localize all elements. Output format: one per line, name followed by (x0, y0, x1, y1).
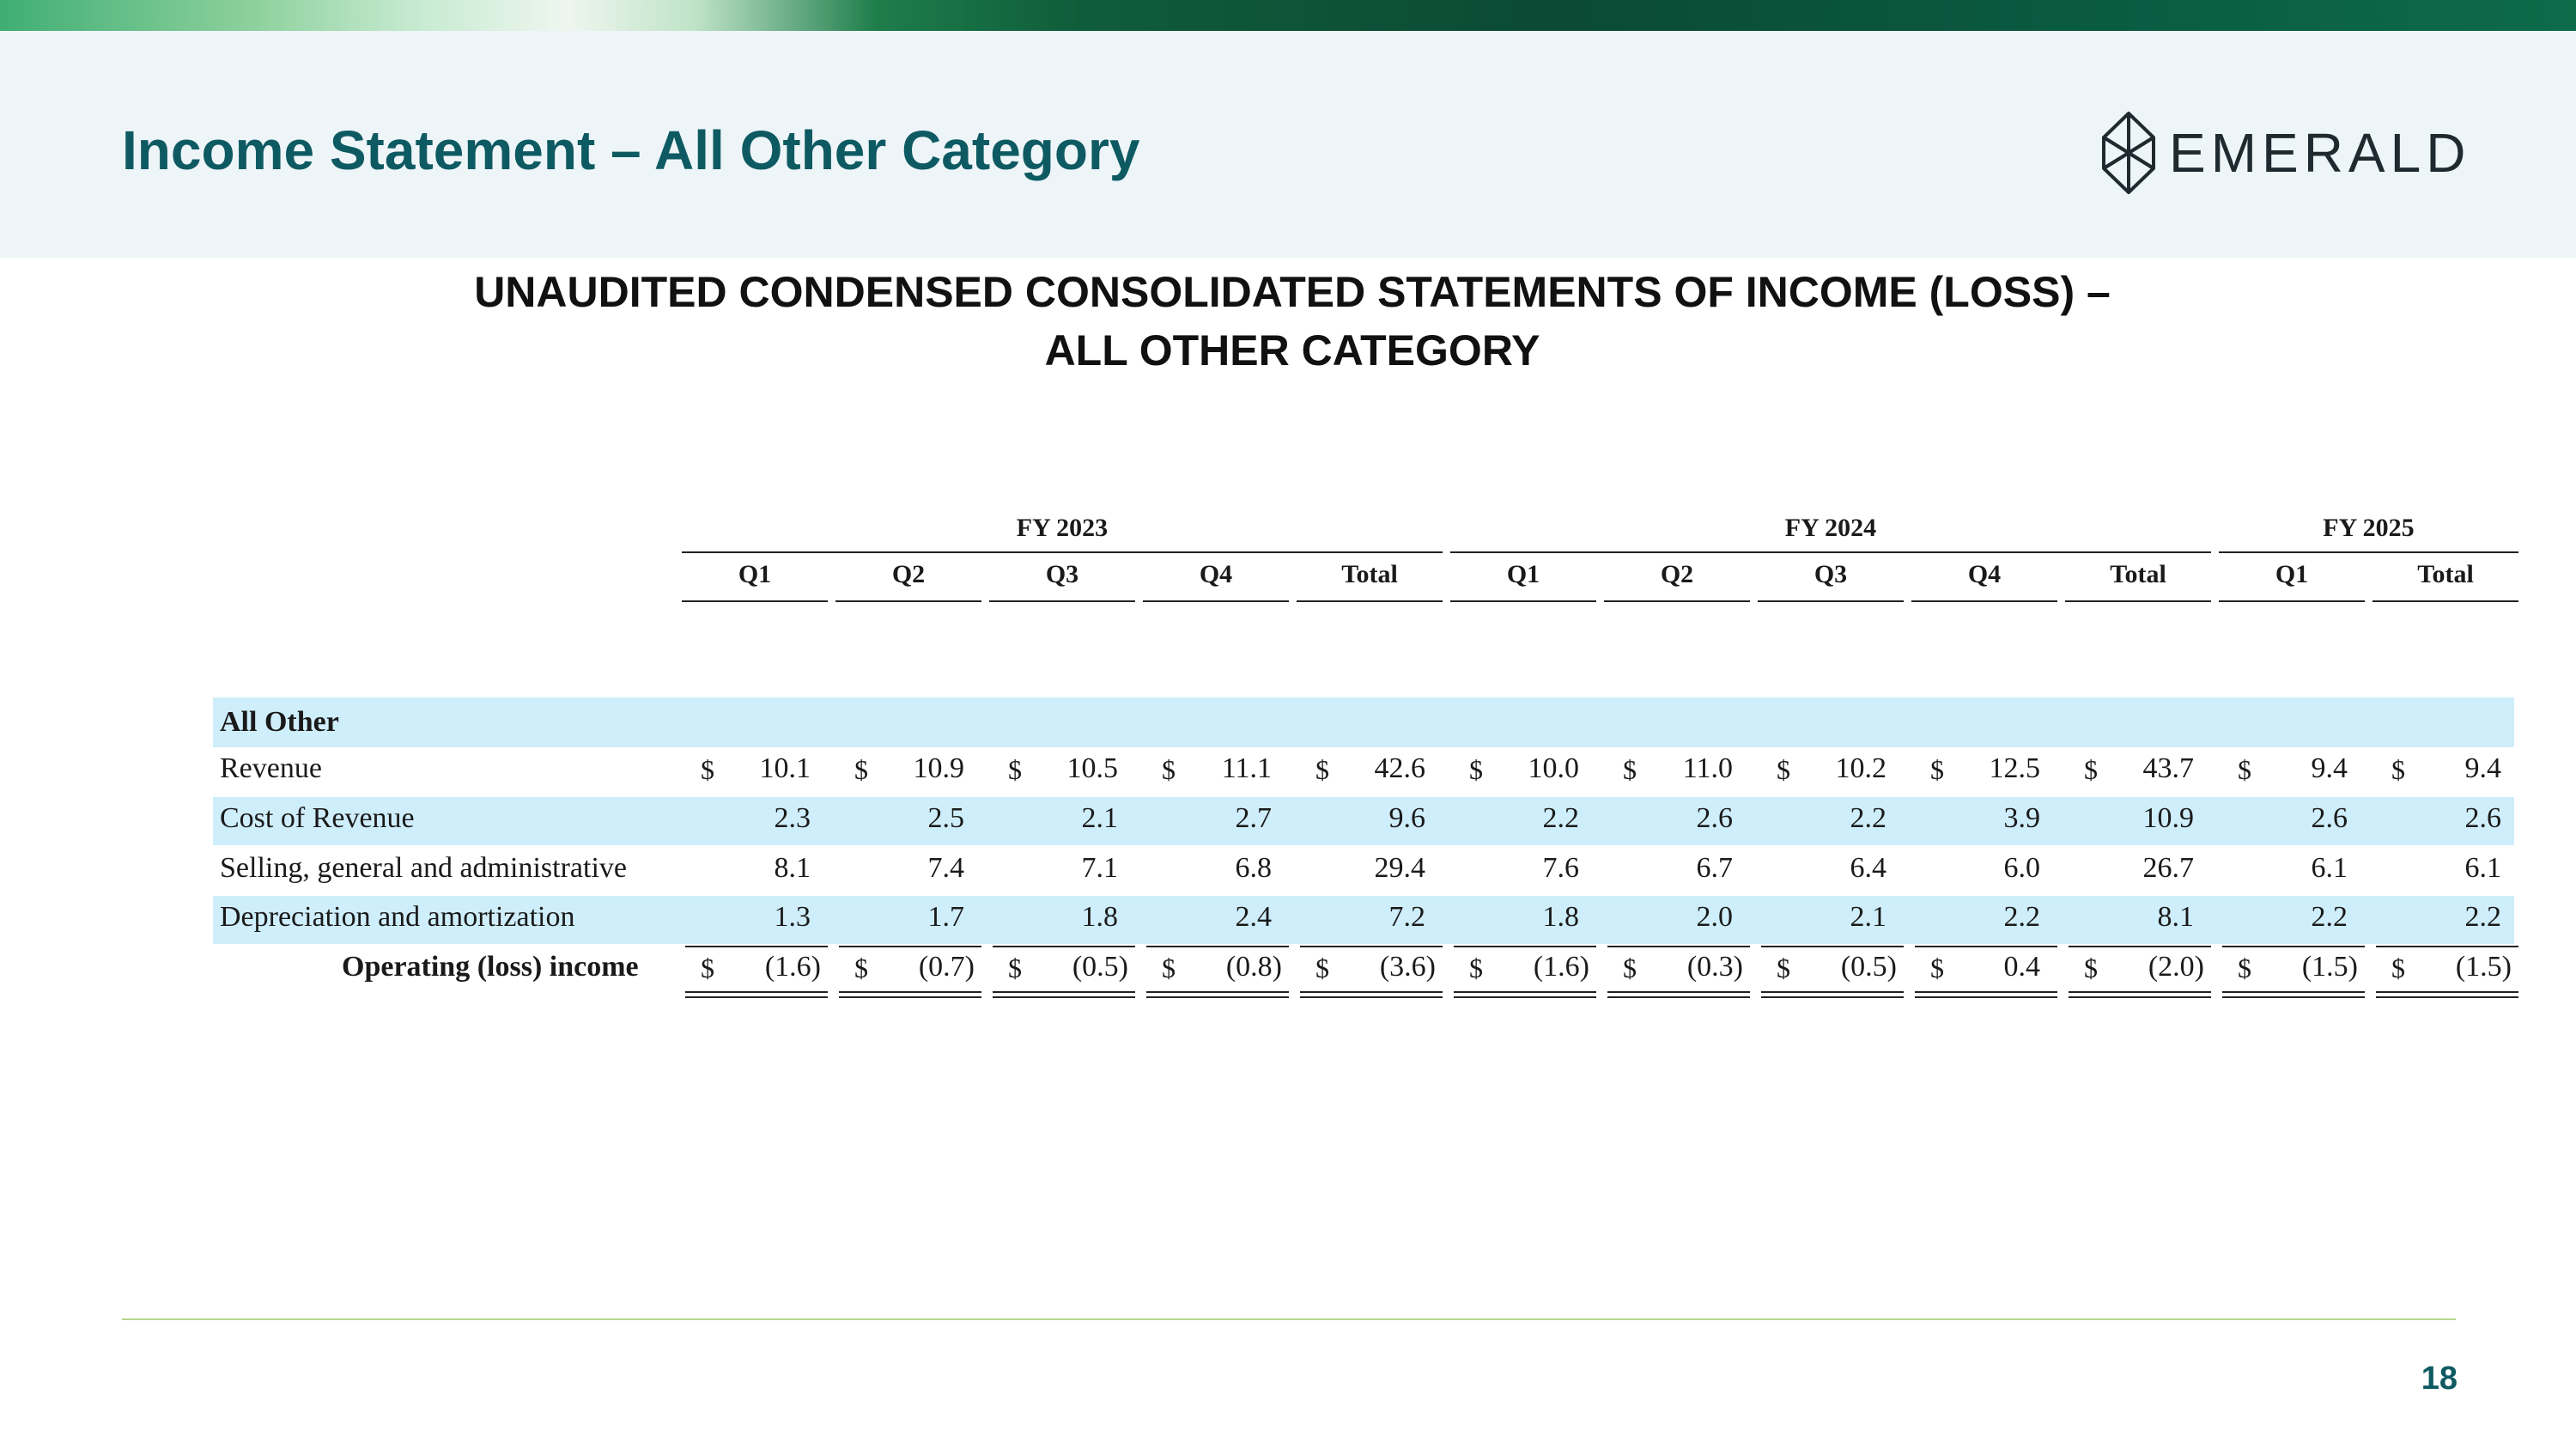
table-cell: 9.4 (2311, 752, 2348, 784)
table-cell: 10.9 (913, 752, 964, 784)
table-cell: 6.4 (1850, 852, 1886, 884)
fiscal-year-header: FY 2023 (1016, 514, 1109, 542)
total-double-rule (839, 991, 981, 993)
column-header: Q4 (1967, 560, 2002, 588)
column-header: Q3 (1045, 560, 1079, 588)
table-cell: 11.1 (1221, 752, 1272, 784)
currency-symbol: $ (1777, 953, 1790, 983)
total-double-rule (2222, 991, 2365, 993)
table-cell: (0.8) (1225, 951, 1282, 983)
total-double-rule (1300, 996, 1443, 998)
subtotal-rule (1146, 946, 1289, 947)
subtotal-rule (2069, 946, 2211, 947)
table-cell: 2.0 (1696, 901, 1733, 933)
table-cell: 10.1 (759, 752, 811, 784)
table-cell: 2.6 (2311, 802, 2348, 834)
table-cell: 42.6 (1374, 752, 1425, 784)
table-cell: 2.6 (2464, 802, 2501, 834)
column-header: Q4 (1199, 560, 1233, 588)
total-double-rule (1146, 996, 1289, 998)
table-cell: 2.7 (1235, 802, 1272, 834)
table-cell: 11.0 (1682, 752, 1733, 784)
table-cell: 7.2 (1388, 901, 1425, 933)
column-header: Q3 (1814, 560, 1848, 588)
total-double-rule (1454, 996, 1596, 998)
table-cell: 2.5 (927, 802, 964, 834)
column-header-rule (1758, 600, 1904, 602)
fiscal-year-header: FY 2024 (1784, 514, 1877, 542)
subtotal-rule (1915, 946, 2057, 947)
table-cell: 26.7 (2142, 852, 2194, 884)
table-cell: 1.8 (1081, 901, 1118, 933)
currency-symbol: $ (2084, 953, 2098, 983)
subtotal-rule (685, 946, 828, 947)
table-cell: (2.0) (2148, 951, 2204, 983)
subtotal-rule (993, 946, 1135, 947)
subtitle-line-2: ALL OTHER CATEGORY (1044, 326, 1540, 374)
table-cell: 9.4 (2464, 752, 2501, 784)
currency-symbol: $ (854, 953, 868, 983)
row-label: Revenue (220, 752, 322, 784)
table-cell: 43.7 (2142, 752, 2194, 784)
logo-text: EMERALD (2169, 122, 2471, 184)
table-cell: 10.5 (1066, 752, 1118, 784)
total-double-rule (685, 996, 828, 998)
total-double-rule (1761, 991, 1904, 993)
currency-symbol: $ (1469, 754, 1483, 785)
subtotal-rule (1761, 946, 1904, 947)
column-header: Q1 (2275, 560, 2309, 588)
table-cell: 8.1 (774, 852, 811, 884)
total-double-rule (993, 991, 1135, 993)
table-cell: (3.6) (1379, 951, 1436, 983)
table-cell: 0.4 (2003, 951, 2040, 983)
table-cell: 2.6 (1696, 802, 1733, 834)
page-title: Income Statement – All Other Category (122, 119, 1140, 181)
currency-symbol: $ (1315, 754, 1329, 785)
table-cell: 7.1 (1081, 852, 1118, 884)
total-double-rule (993, 996, 1135, 998)
column-header-rule (2372, 600, 2518, 602)
currency-symbol: $ (701, 953, 714, 983)
top-gradient-band (0, 0, 2576, 31)
table-cell: 1.3 (774, 901, 811, 933)
table-cell: (1.5) (2301, 951, 2358, 983)
table-cell: 1.8 (1542, 901, 1579, 933)
table-cell: 7.6 (1542, 852, 1579, 884)
total-double-rule (2222, 996, 2365, 998)
total-double-rule (839, 996, 981, 998)
table-cell: 10.2 (1835, 752, 1886, 784)
table-cell: (0.5) (1840, 951, 1897, 983)
table-cell: 2.1 (1850, 901, 1886, 933)
fiscal-year-header: FY 2025 (2323, 514, 2415, 542)
table-cell: (1.5) (2455, 951, 2512, 983)
column-header: Q2 (1660, 560, 1694, 588)
table-cell: 6.1 (2311, 852, 2348, 884)
total-double-rule (2069, 991, 2211, 993)
table-cell: 10.9 (2142, 802, 2194, 834)
table-cell: 1.7 (927, 901, 964, 933)
fiscal-year-rule (2219, 551, 2518, 553)
currency-symbol: $ (1008, 754, 1022, 785)
currency-symbol: $ (1623, 754, 1637, 785)
table-cell: 12.5 (1989, 752, 2040, 784)
table-cell: 2.2 (1542, 802, 1579, 834)
currency-symbol: $ (2391, 953, 2405, 983)
column-header: Total (2110, 560, 2166, 588)
column-header-rule (1911, 600, 2057, 602)
total-double-rule (2376, 991, 2518, 993)
column-header-rule (1143, 600, 1289, 602)
column-header-rule (2219, 600, 2365, 602)
subtotal-rule (1300, 946, 1443, 947)
total-double-rule (685, 991, 828, 993)
total-double-rule (1454, 991, 1596, 993)
total-double-rule (1915, 996, 2057, 998)
section-band (213, 697, 2514, 747)
column-header: Q1 (1506, 560, 1540, 588)
table-cell: 29.4 (1374, 852, 1425, 884)
table-cell: (0.5) (1072, 951, 1128, 983)
table-cell: 8.1 (2157, 901, 2194, 933)
currency-symbol: $ (2084, 754, 2098, 785)
currency-symbol: $ (701, 754, 714, 785)
total-double-rule (2376, 996, 2518, 998)
column-header: Total (1341, 560, 1398, 588)
table-cell: 2.2 (2003, 901, 2040, 933)
column-header: Q1 (738, 560, 772, 588)
table-cell: (0.3) (1686, 951, 1743, 983)
table-cell: 2.2 (1850, 802, 1886, 834)
statement-subtitle (0, 263, 2576, 380)
table-cell: 6.1 (2464, 852, 2501, 884)
total-double-rule (2069, 996, 2211, 998)
fiscal-year-rule (1450, 551, 2211, 553)
column-header: Q2 (891, 560, 926, 588)
column-header: Total (2417, 560, 2474, 588)
table-cell: 10.0 (1528, 752, 1579, 784)
table-cell: (0.7) (918, 951, 975, 983)
row-label: Selling, general and administrative (220, 852, 627, 884)
total-double-rule (1607, 991, 1750, 993)
section-label: All Other (220, 706, 339, 738)
currency-symbol: $ (1315, 953, 1329, 983)
table-cell: 9.6 (1388, 802, 1425, 834)
table-cell: 2.1 (1081, 802, 1118, 834)
emerald-crystal-icon (2100, 110, 2157, 196)
currency-symbol: $ (1162, 953, 1176, 983)
fiscal-year-rule (682, 551, 1443, 553)
currency-symbol: $ (1162, 754, 1176, 785)
currency-symbol: $ (1623, 953, 1637, 983)
column-header-rule (1450, 600, 1596, 602)
emerald-logo (2100, 110, 2470, 196)
row-label: Cost of Revenue (220, 802, 415, 834)
currency-symbol: $ (1930, 754, 1944, 785)
currency-symbol: $ (2391, 754, 2405, 785)
table-cell: 6.8 (1235, 852, 1272, 884)
column-header-rule (2065, 600, 2211, 602)
total-double-rule (1761, 996, 1904, 998)
subtotal-rule (1607, 946, 1750, 947)
total-double-rule (1146, 991, 1289, 993)
subtotal-rule (2376, 946, 2518, 947)
row-label: Depreciation and amortization (220, 901, 575, 933)
total-double-rule (1300, 991, 1443, 993)
subtotal-rule (839, 946, 981, 947)
column-header-rule (682, 600, 828, 602)
table-cell: 2.2 (2464, 901, 2501, 933)
currency-symbol: $ (1008, 953, 1022, 983)
table-cell: (1.6) (1533, 951, 1589, 983)
column-header-rule (835, 600, 981, 602)
currency-symbol: $ (1777, 754, 1790, 785)
subtotal-rule (2222, 946, 2365, 947)
table-cell: 6.0 (2003, 852, 2040, 884)
currency-symbol: $ (2238, 953, 2251, 983)
table-cell: 2.4 (1235, 901, 1272, 933)
page-number: 18 (2421, 1361, 2458, 1397)
column-header-rule (1604, 600, 1750, 602)
subtotal-rule (1454, 946, 1596, 947)
currency-symbol: $ (1930, 953, 1944, 983)
currency-symbol: $ (1469, 953, 1483, 983)
currency-symbol: $ (2238, 754, 2251, 785)
table-cell: 2.2 (2311, 901, 2348, 933)
column-header-rule (1297, 600, 1443, 602)
column-header-rule (989, 600, 1135, 602)
subtitle-line-1: UNAUDITED CONDENSED CONSOLIDATED STATEMENTS OF INCOME (LOSS) – (474, 268, 2111, 316)
table-cell: 7.4 (927, 852, 964, 884)
table-cell: 3.9 (2003, 802, 2040, 834)
footer-divider (122, 1318, 2456, 1320)
row-label: Operating (loss) income (342, 951, 639, 983)
table-cell: 2.3 (774, 802, 811, 834)
table-cell: 6.7 (1696, 852, 1733, 884)
total-double-rule (1915, 991, 2057, 993)
table-cell: (1.6) (764, 951, 821, 983)
total-double-rule (1607, 996, 1750, 998)
currency-symbol: $ (854, 754, 868, 785)
